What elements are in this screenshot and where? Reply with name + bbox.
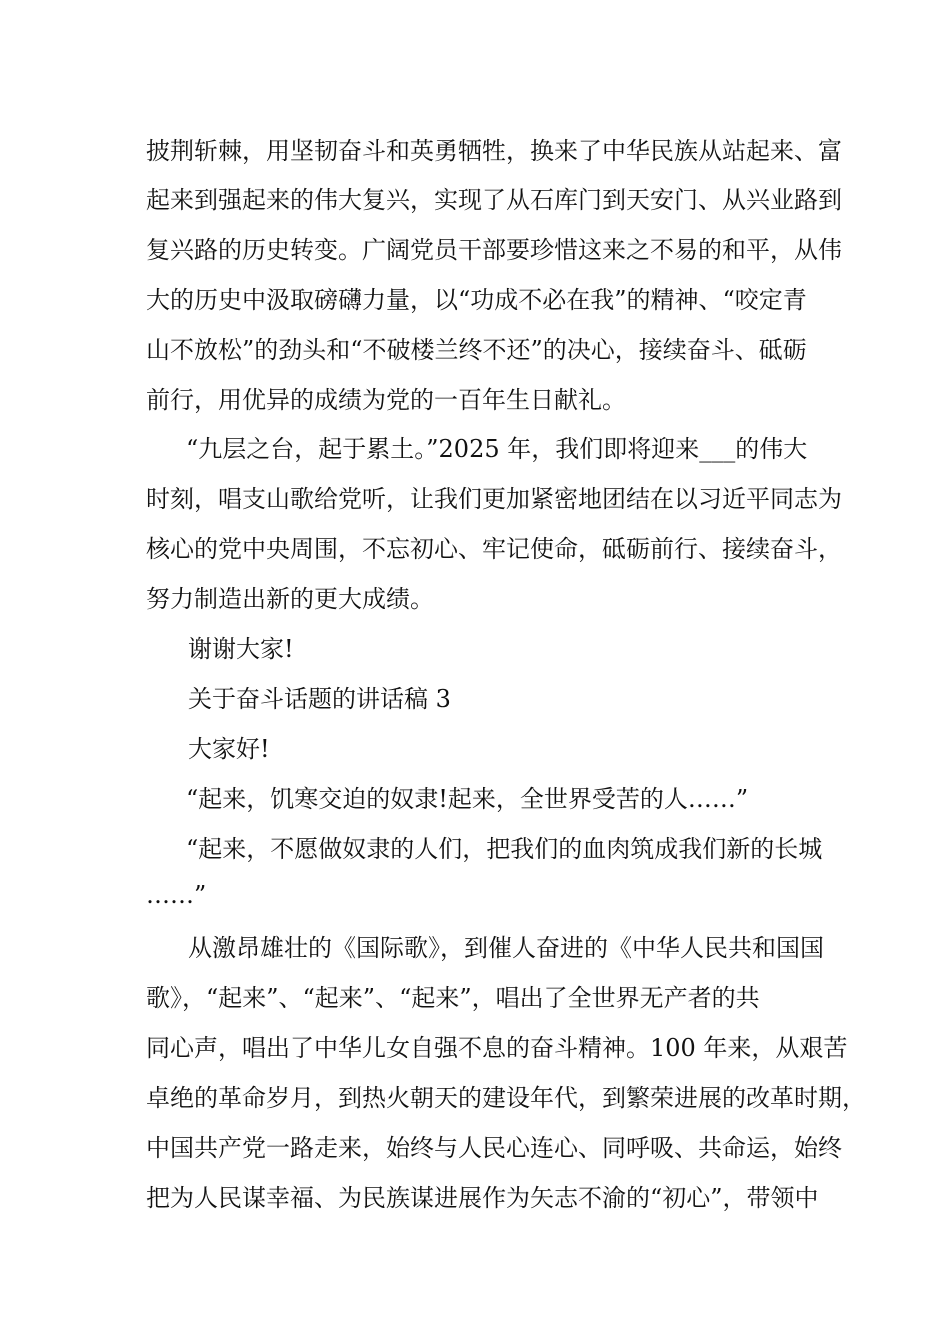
text-line: 中国共产党一路走来，始终与人民心连心、同呼吸、共命运，始终 [146,1134,842,1162]
text-line: 谢谢大家! [188,635,294,663]
text-line: 从激昂雄壮的《国际歌》，到催人奋进的《中华人民共和国国 [188,934,824,962]
text-line: 披荆斩棘，用坚韧奋斗和英勇牺牲，换来了中华民族从站起来、富 [146,137,842,165]
text-line: 时刻，唱支山歌给党听，让我们更加紧密地团结在以习近平同志为 [146,485,842,513]
text-line: 起来到强起来的伟大复兴，实现了从石库门到天安门、从兴业路到 [146,186,842,214]
text-line: 前行，用优异的成绩为党的一百年生日献礼。 [146,386,626,414]
text-line: 山不放松”的劲头和“不破楼兰终不还”的决心，接续奋斗、砥砺 [146,336,807,364]
text-line: “起来，饥寒交迫的奴隶!起来，全世界受苦的人……” [186,785,749,813]
text-line: “九层之台，起于累土。”2025 年，我们即将迎来___的伟大 [186,435,808,463]
text-line: 复兴路的历史转变。广阔党员干部要珍惜这来之不易的和平，从伟 [146,236,842,264]
text-line: 同心声，唱出了中华儿女自强不息的奋斗精神。100 年来，从艰苦 [146,1034,848,1062]
text-line: 核心的党中央周围，不忘初心、牢记使命，砥砺前行、接续奋斗， [146,535,842,563]
text-line: ……” [146,881,207,909]
text-line: 努力制造出新的更大成绩。 [146,585,434,613]
text-line: 歌》，“起来”、“起来”、“起来”，唱出了全世界无产者的共 [146,984,760,1012]
text-line: 大的历史中汲取磅礴力量，以“功成不必在我”的精神、“咬定青 [146,286,807,314]
section-heading: 关于奋斗话题的讲话稿 3 [188,685,451,713]
text-line: 大家好! [188,735,270,763]
text-line: “起来，不愿做奴隶的人们，把我们的血肉筑成我们新的长城 [186,835,823,863]
text-line: 把为人民谋幸福、为民族谋进展作为矢志不渝的“初心”，带领中 [146,1184,819,1212]
text-line: 卓绝的革命岁月，到热火朝天的建设年代，到繁荣进展的改革时期， [146,1084,866,1112]
